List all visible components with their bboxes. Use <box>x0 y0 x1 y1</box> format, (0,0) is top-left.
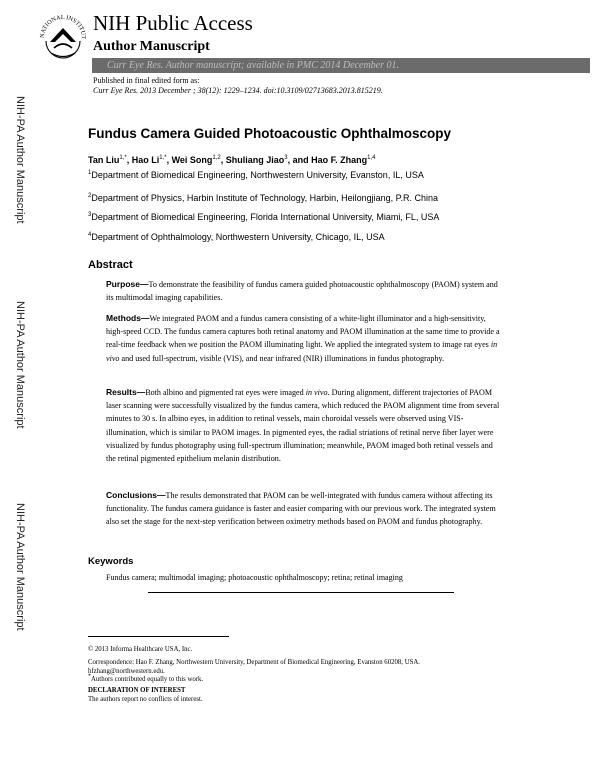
abstract-purpose <box>106 278 500 304</box>
declaration-heading: DECLARATION OF INTEREST <box>88 687 186 694</box>
declaration-text: The authors report no conflicts of interest. <box>88 696 203 703</box>
affiliation: $^2$Department of Physics, Harbin Institute of Technology, Harbin, Heilongjiang, P.R. China <box>88 193 439 203</box>
keywords-heading: Keywords <box>88 556 134 567</box>
side-label-top <box>11 85 29 235</box>
affiliation: $^3$Department of Biomedical Engineering, Florida International University, Miami, FL, USA <box>88 212 440 222</box>
abstract-heading: Abstract <box>88 259 133 271</box>
side-label-text: NIH-PA Author Manuscript <box>14 301 26 429</box>
abstract-results: Results—Both albino and pigmented rat eyes were imaged in vivo. During alignment, different trajectories of PAOM laser scanning were successfully visualized by the fundus camera, which reduced the PAOM alignment time from several minutes to 30 s. In albino eyes, in addition to retinal vessels, main choroidal vessels were observed using VIS-illumination, which is similar to PAOM images. In pigmented eyes, the radial striations of retinal nerve fiber layer were visualized by fundus photography using full-spectrum illumination; meanwhile, PAOM imaged both retinal vessels and the retinal pigmented epithelium melanin distribution. <box>106 387 500 464</box>
author-name: Wei Song <box>171 155 213 165</box>
side-label-text: NIH-PA Author Manuscript <box>14 96 26 224</box>
correspondence-note: Correspondence: Hao F. Zhang, Northwestern University, Department of Biomedical Engineering, Evanston 60208, USA. <box>88 659 420 666</box>
author-affil: 1,* <box>159 155 167 161</box>
keywords-list: Fundus camera; multimodal imaging; photoacoustic ophthalmoscopy; retina; retinal imaging <box>106 573 403 582</box>
side-label-text: NIH-PA Author Manuscript <box>14 503 26 631</box>
conclusions-label: Conclusions— <box>106 490 166 500</box>
purpose-label: Purpose— <box>106 279 149 289</box>
author-name: Shuliang Jiao <box>225 155 285 165</box>
citation-line <box>93 86 383 96</box>
author-name: Hao F. Zhang <box>311 155 368 165</box>
author-name: Tan Liu <box>88 155 120 165</box>
purpose-text: To demonstrate the feasibility of fundus camera guided photoacoustic ophthalmoscopy (PAOM) system and its multimodal imaging capabilities. <box>106 280 498 303</box>
header-subtitle: Author Manuscript <box>93 39 210 54</box>
logo-arc-text: NATIONAL INSTITUT <box>38 13 88 40</box>
author-affil: 1,4 <box>367 155 376 161</box>
keywords-divider <box>148 592 454 593</box>
availability-line: Curr Eye Res. Author manuscript; available in PMC 2014 December 01. <box>107 60 399 71</box>
header-title: NIH Public Access <box>93 11 253 35</box>
side-label-middle <box>11 290 29 440</box>
affiliation: $^4$Department of Ophthalmology, Northwestern University, Chicago, IL, USA <box>88 232 385 242</box>
affiliation: $^1$Department of Biomedical Engineering, Northwestern University, Evanston, IL, USA <box>88 170 424 180</box>
paper-title: Fundus Camera Guided Photoacoustic Ophthalmoscopy <box>88 126 452 141</box>
author-affil: 3 <box>284 155 288 161</box>
side-label-bottom <box>11 492 29 642</box>
published-label: Published in final edited form as: <box>93 76 200 85</box>
author-affil: 1,2 <box>212 155 221 161</box>
footnote-divider <box>88 636 229 637</box>
email-link[interactable]: hfzhang@northwestern.edu. <box>88 668 165 675</box>
citation-text: Curr Eye Res. 2013 December ; 38(12): 1229–1234. doi:10.3109/02713683.2013.815219. <box>93 86 383 95</box>
nih-logo <box>36 8 90 66</box>
author-name: Hao Li <box>131 155 160 165</box>
equal-contribution-note: *Authors contributed equally to this work. <box>88 673 204 683</box>
abstract-methods: Methods—We integrated PAOM and a fundus camera consisting of a white-light illuminator and a high-sensitivity, high-speed CCD. The fundus camera captures both retinal anatomy and PAOM illumination at the same time to provide a real-time feedback when we position the PAOM illuminating light. We applied the integrated system to image rat eyes in vivo and used full-spectrum, visible (VIS), and near infrared (NIR) illuminations in fundus photography. <box>106 313 500 363</box>
abstract-conclusions: Conclusions—The results demonstrated that PAOM can be well-integrated with fundus camera without affecting its functionality. The fundus camera guidance is faster and easier comparing with our previous work. The integrated system also set the stage for the next-step verification between oximetry methods based on PAOM and fundus photography. <box>106 490 496 527</box>
results-label: Results— <box>106 387 146 397</box>
author-list: Tan Liu$^{1,*}$, Hao $Li^{1,*}$, Wei Song$^{1,2}$, Shuliang Jiao$^3$, and Hao F. Zhang$^{1,4}$ <box>88 155 376 165</box>
author-affil: 1,* <box>119 155 127 161</box>
methods-label: Methods— <box>106 313 150 323</box>
copyright-note: © 2013 Informa Healthcare USA, Inc. <box>88 646 193 653</box>
